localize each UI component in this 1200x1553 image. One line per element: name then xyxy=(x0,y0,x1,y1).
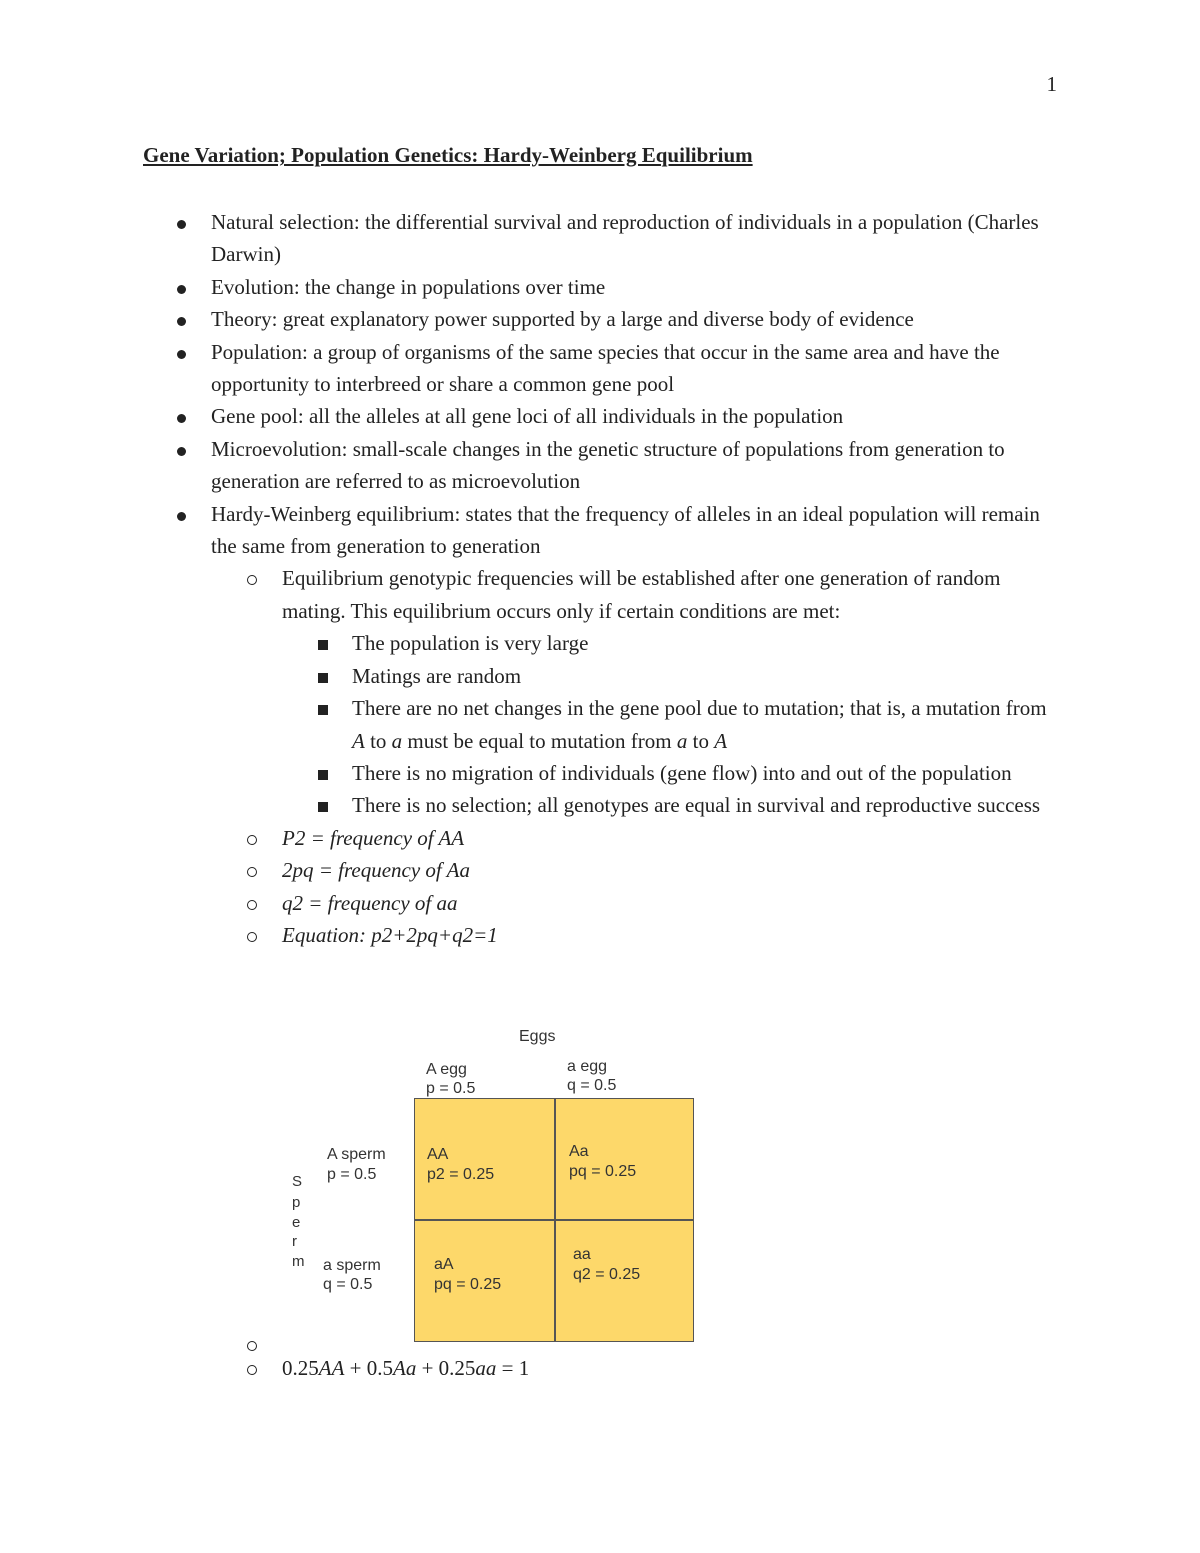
sperm-letter: S xyxy=(292,1173,303,1190)
formula-equation: Equation: p2+2pq+q2=1 xyxy=(282,922,498,947)
final-equation-row xyxy=(0,1352,1200,1384)
final-equation: 0.25AA + 0.5Aa + 0.25aa = 1 xyxy=(282,1356,530,1380)
document-title: Gene Variation; Population Genetics: Hardy-Weinberg Equilibrium xyxy=(143,143,753,167)
condition-text: There is no migration of individuals (gene flow) into and out of the population xyxy=(352,760,1012,785)
bullet-text: Evolution: the change in populations over time xyxy=(211,274,606,299)
punnett-grid xyxy=(414,1098,694,1342)
bullet-text: Microevolution: small-scale changes in the genetic structure of populations from generation to generation are referred to as microevolution xyxy=(211,436,1005,494)
punnett-cell-aa: aa q2 = 0.25 xyxy=(573,1246,641,1283)
egg-a-label: a egg xyxy=(567,1058,608,1075)
formula-q2: q2 = frequency of aa xyxy=(282,890,458,915)
bullet-circle-icon xyxy=(247,1352,257,1384)
punnett-cell-Aa: Aa pq = 0.25 xyxy=(569,1143,637,1180)
bullet-text: Population: a group of organisms of the same species that occur in the same area and have the opportunity to interbreed or share a common gene pool xyxy=(211,339,1000,397)
sperm-letter: r xyxy=(292,1233,297,1250)
egg-a-value: q = 0.5 xyxy=(567,1077,617,1094)
condition-text: Matings are random xyxy=(352,663,522,688)
condition-text: There is no selection; all genotypes are equal in survival and reproductive success xyxy=(352,793,1041,818)
egg-A-label: A egg xyxy=(426,1061,467,1078)
sperm-a-value: q = 0.5 xyxy=(323,1276,373,1293)
condition-text: There are no net changes in the gene pool due to mutation; that is, a mutation from A to a must be equal to mutation from a to A xyxy=(352,696,1047,753)
bullet-text: Natural selection: the differential survival and reproduction of individuals in a population (Charles Darwin) xyxy=(211,210,1039,267)
punnett-cell-aA: aA pq = 0.25 xyxy=(434,1256,502,1293)
bullet-text: Hardy-Weinberg equilibrium: states that the frequency of alleles in an ideal population will remain the same from generation to generation xyxy=(211,501,1040,559)
punnett-cell-AA: AA p2 = 0.25 xyxy=(427,1146,495,1183)
formula-p2: P2 = frequency of AA xyxy=(282,825,465,850)
grid-divider xyxy=(415,1219,693,1221)
eggs-label: Eggs xyxy=(519,1028,556,1045)
bullet-text: Theory: great explanatory power supported by a large and diverse body of evidence xyxy=(211,307,914,332)
sub-list-item xyxy=(0,1352,1200,1384)
page-number: 1 xyxy=(1046,72,1057,96)
sperm-a-label: a sperm xyxy=(323,1257,381,1274)
sperm-letter: m xyxy=(292,1253,305,1270)
bullet-text: Gene pool: all the alleles at all gene loci of all individuals in the population xyxy=(211,404,844,429)
sperm-A-label: A sperm xyxy=(327,1146,386,1163)
condition-text: The population is very large xyxy=(352,631,589,656)
egg-A-value: p = 0.5 xyxy=(426,1080,476,1097)
formula-2pq: 2pq = frequency of Aa xyxy=(282,858,470,883)
sperm-A-value: p = 0.5 xyxy=(327,1166,377,1183)
sub-bullet-text: Equilibrium genotypic frequencies will be established after one generation of random mating. This equilibrium occurs only if certain conditions are met: xyxy=(282,566,1001,623)
sperm-letter: p xyxy=(292,1194,301,1211)
sperm-letter: e xyxy=(292,1214,301,1231)
